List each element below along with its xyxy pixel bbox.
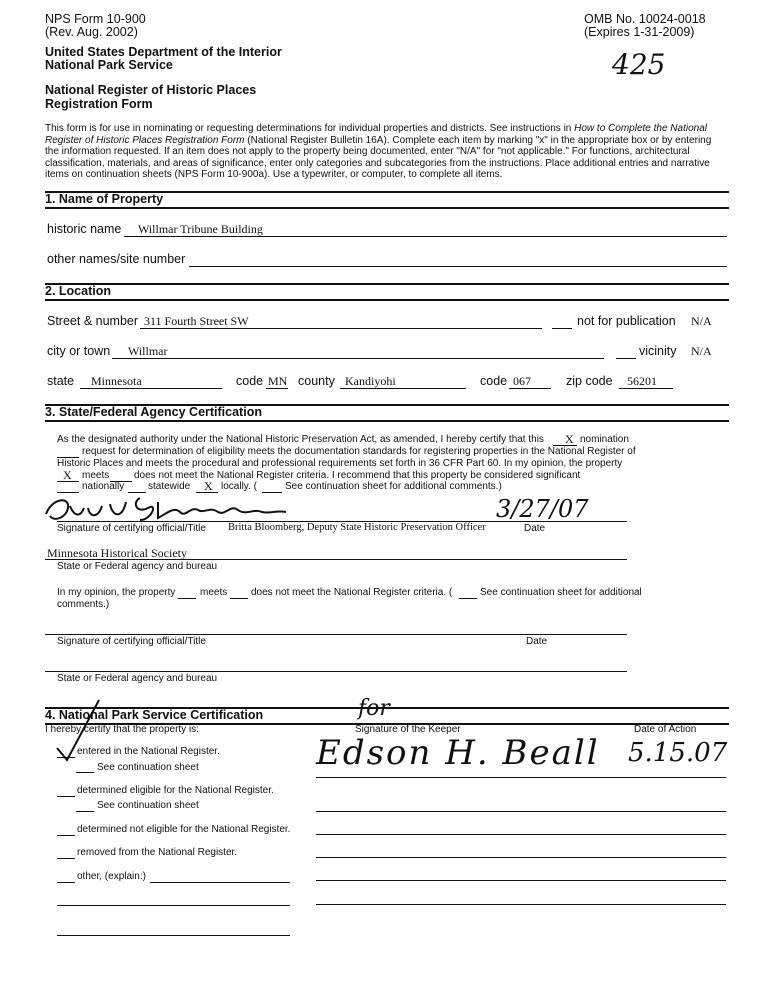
removed-blank: [57, 858, 75, 859]
section1-bottom-rule: [45, 207, 729, 209]
state-code-value: MN: [268, 374, 288, 388]
other-explain-line: [150, 882, 290, 883]
section2-top-rule: [45, 283, 729, 285]
section2-bottom-rule: [45, 299, 729, 301]
section1-heading: 1. Name of Property: [45, 192, 164, 206]
keeper-line-1: [316, 777, 726, 778]
cert-line1-b: nomination: [580, 434, 629, 445]
see-cont-2-blank: [76, 811, 94, 812]
department-name: United States Department of the Interior: [45, 45, 282, 59]
locally-mark: X: [204, 479, 213, 493]
see-cont-1-blank: [76, 772, 94, 773]
entered-blank: [57, 757, 75, 758]
state-code-line: [266, 388, 288, 389]
cert-line2: request for determination of eligibility meets the documentation standards for registering properties in the National Register of: [82, 446, 636, 457]
see-cont-1: See continuation sheet: [97, 762, 199, 773]
removed-label: removed from the National Register.: [77, 847, 238, 858]
opinion-d: See continuation sheet for additional: [480, 587, 642, 598]
city-value: Willmar: [128, 344, 168, 358]
historic-name-line: [124, 236, 727, 237]
signature-label-2: Signature of certifying official/Title: [57, 636, 206, 647]
other-label: other, (explain:): [77, 871, 146, 882]
date-label-2: Date: [526, 636, 548, 647]
action-date: 5.15.07: [628, 738, 728, 768]
opinion-e: comments.): [57, 599, 110, 610]
opinion-c: does not meet the National Register criteria. (: [251, 587, 453, 598]
cert-line5-c: locally. (: [221, 481, 257, 492]
cert-line4-a: meets: [82, 470, 110, 481]
keeper-line-4: [316, 857, 726, 858]
keeper-line-2: [316, 811, 726, 812]
handwritten-number: 425: [612, 48, 666, 81]
agency-label-2: State or Federal agency and bureau: [57, 673, 218, 684]
meets-mark: X: [63, 468, 72, 482]
cert-line4-b: does not meet the National Register criteria. I recommend that this property be considered significant: [134, 470, 581, 481]
cert-line3: Historic Places and meets the procedural and professional requirements set forth in 36 CFR Part 60. In my opinion, the property: [57, 458, 623, 469]
continuation-blank-1: [262, 492, 282, 493]
not-for-publication-value: N/A: [691, 314, 712, 328]
street-value: 311 Fourth Street SW: [144, 314, 249, 328]
instructions-line5: items on continuation sheets (NPS Form 10-900a). Use a typewriter, or computer, to complete all items.: [45, 169, 503, 180]
vicinity-value: N/A: [691, 344, 712, 358]
county-code-value: 067: [513, 374, 531, 388]
section3-bottom-rule: [45, 420, 729, 422]
not-for-publication-blank: [552, 328, 572, 329]
form-title-line2: Registration Form: [45, 97, 153, 111]
entered-label: entered in the National Register.: [77, 746, 220, 757]
form-number: NPS Form 10-900: [45, 12, 146, 26]
official-name: Britta Bloomberg, Deputy State Historic Preservation Officer: [228, 522, 486, 533]
keeper-signature: Edson H. Beall: [316, 733, 600, 773]
agency-label-1: State or Federal agency and bureau: [57, 561, 218, 572]
zip-label: zip code: [566, 374, 613, 388]
city-line: [112, 358, 604, 359]
zip-line: [619, 388, 673, 389]
instructions-line1-a: This form is for use in nominating or requesting determinations for individual properties and districts. See instructions in: [45, 123, 575, 134]
street-line: [140, 328, 542, 329]
cert-line5-a: nationally: [82, 481, 125, 492]
agency-line-1: [45, 559, 627, 560]
county-line: [340, 388, 466, 389]
determined-not-eligible-label: determined not eligible for the National Register.: [77, 824, 291, 835]
instructions-paragraph: [45, 123, 735, 181]
cert-line5-b: statewide: [148, 481, 191, 492]
form-title-line1: National Register of Historic Places: [45, 83, 257, 97]
nomination-mark: X: [565, 432, 574, 446]
instructions-line1-b: How to Complete the National: [574, 123, 707, 134]
section4-heading: 4. National Park Service Certification: [45, 708, 264, 722]
cert-line1-a: As the designated authority under the National Historic Preservation Act, as amended, I hereby certify that this: [57, 434, 544, 445]
other-names-line: [189, 266, 727, 267]
county-code-line: [509, 388, 551, 389]
keeper-label: Signature of the Keeper: [355, 724, 461, 735]
locally-blank: [196, 492, 218, 493]
cert-line5-d: See continuation sheet for additional comments.): [285, 481, 502, 492]
omb-number: OMB No. 10024-0018: [584, 12, 706, 26]
continuation-blank-2: [459, 598, 477, 599]
instructions-line2-a: Register of Historic Places Registration Form: [45, 134, 245, 146]
historic-name-label: historic name: [47, 222, 122, 236]
not-for-publication-label: not for publication: [577, 314, 676, 328]
agency-value: Minnesota Historical Society: [47, 546, 187, 560]
county-value: Kandiyohi: [345, 374, 396, 388]
opinion-does-not-blank: [230, 598, 248, 599]
not-eligible-blank: [57, 835, 75, 836]
section3-heading: 3. State/Federal Agency Certification: [45, 405, 262, 419]
opinion-meets-blank: [178, 598, 196, 599]
zip-value: 56201: [627, 374, 657, 388]
see-cont-2: See continuation sheet: [97, 800, 199, 811]
instructions-line4: classification, materials, and areas of significance, enter only categories and subcategories from the instructions. Place additional entries and narrative: [45, 157, 710, 169]
agency-line-2: [45, 671, 627, 672]
vicinity-blank: [616, 358, 636, 359]
vicinity-label: vicinity: [639, 344, 677, 358]
state-line: [80, 388, 222, 389]
county-label: county: [298, 374, 335, 388]
for-mark: for: [358, 696, 390, 721]
date-label-1: Date: [524, 523, 546, 534]
keeper-line-3: [316, 834, 726, 835]
opinion-a: In my opinion, the property: [57, 587, 176, 598]
opinion-b: meets: [200, 587, 228, 598]
form-revision: (Rev. Aug. 2002): [45, 25, 138, 39]
other-blank: [57, 882, 75, 883]
keeper-line-6: [316, 904, 726, 905]
eligible-blank: [57, 796, 75, 797]
section2-heading: 2. Location: [45, 284, 111, 298]
street-label: Street & number: [47, 314, 139, 328]
meets-blank: [57, 481, 79, 482]
nationally-blank: [57, 492, 79, 493]
shpo-date: 3/27/07: [496, 495, 589, 523]
date-of-action-label: Date of Action: [634, 724, 697, 735]
other-line-3: [57, 935, 290, 936]
state-value: Minnesota: [91, 374, 142, 388]
service-name: National Park Service: [45, 58, 173, 72]
county-code-label: code: [480, 374, 508, 388]
signature-line-2: [45, 634, 627, 635]
other-names-label: other names/site number: [47, 252, 186, 266]
certify-label: I hereby certify that the property is:: [45, 724, 199, 735]
keeper-line-5: [316, 880, 726, 881]
instructions-line3: the information requested. If an item does not apply to the property being documented, enter "N/A" for "not applicable." For functions, architectural: [45, 146, 690, 157]
other-line-2: [57, 905, 290, 906]
signature-label-1: Signature of certifying official/Title: [57, 523, 206, 534]
statewide-blank: [128, 492, 146, 493]
determined-eligible-label: determined eligible for the National Register.: [77, 785, 274, 796]
historic-name-value: Willmar Tribune Building: [138, 222, 263, 236]
omb-expires: (Expires 1-31-2009): [584, 25, 695, 39]
state-code-label: code: [236, 374, 264, 388]
city-label: city or town: [47, 344, 111, 358]
instructions-line2-b: (National Register Bulletin 16A). Complete each item by marking "x" in the appropriate box or by entering: [244, 134, 712, 146]
state-label: state: [47, 374, 75, 388]
